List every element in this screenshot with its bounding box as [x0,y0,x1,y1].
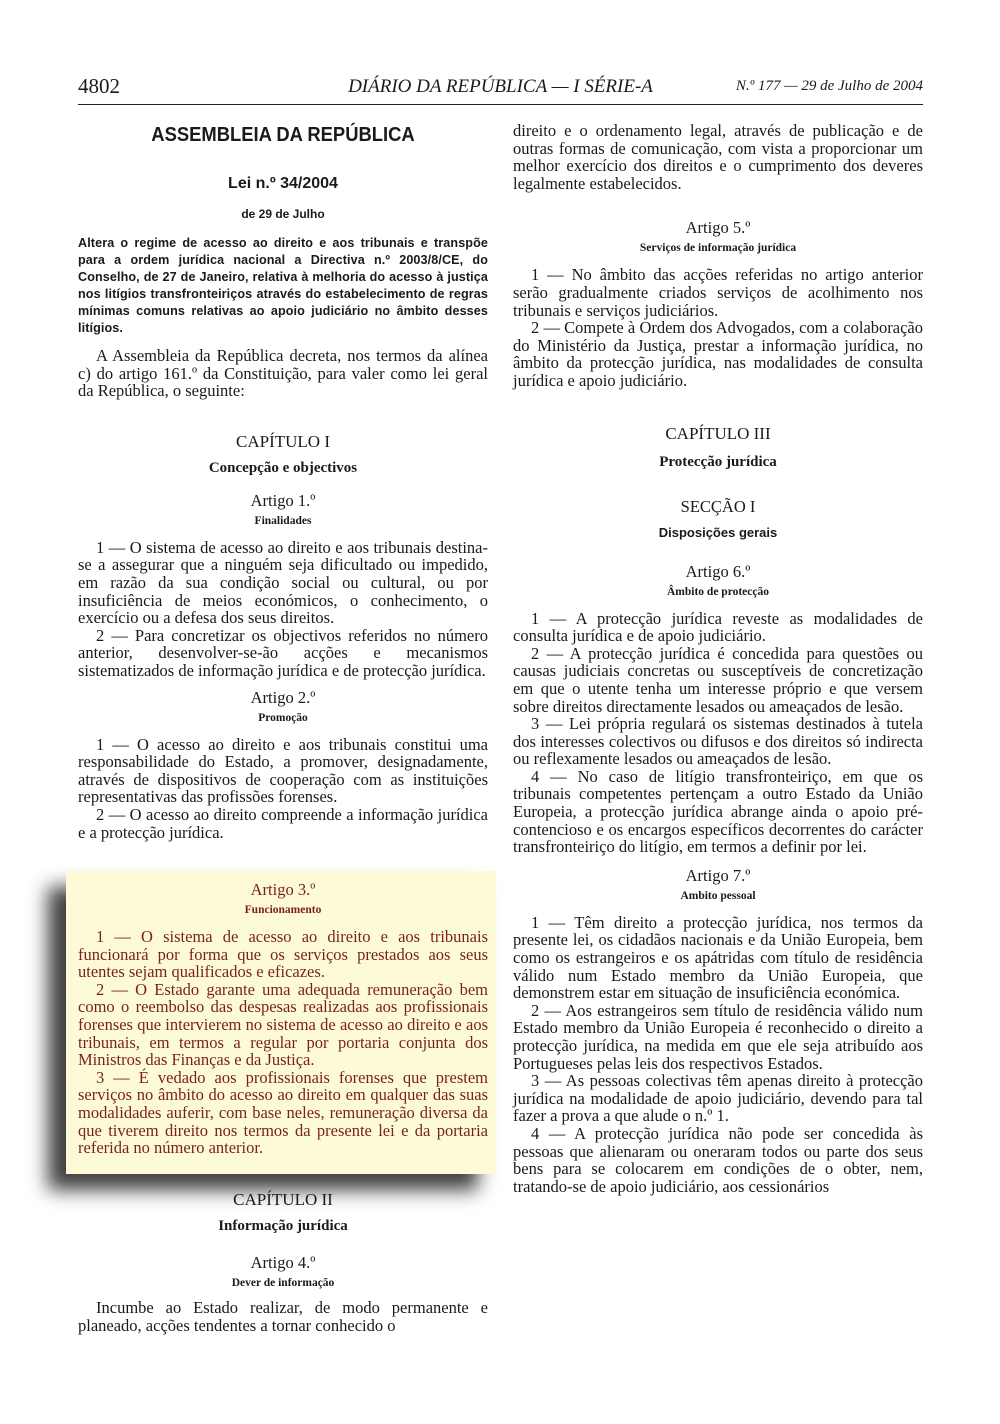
left-column-bottom [78,1190,488,1334]
paragraph: 2 — O Estado garante uma adequada remuneração bem como o reembolso das despesas realizadas aos profissionais forenses que intervierem no sistema de acesso ao direito e aos tribunais, em termos a regular por portaria conjunta dos Ministros das Finanças e da Justiça. [78,979,488,1070]
paragraph: 2 — A protecção jurídica é concedida para questões ou causas judiciais concretas ou susceptíveis de concretização em que o utente tenha um interesse próprio e que versem sobre direitos directamente lesados ou ameaçados de lesão. [513,643,923,716]
publication-title: DIÁRIO DA REPÚBLICA — I SÉRIE-A [348,76,653,97]
paragraph: 1 — A protecção jurídica reveste as modalidades de consulta jurídica e de apoio judiciário. [513,608,923,646]
header-rule [78,104,923,105]
chapter-title: Protecção jurídica [659,453,777,470]
assembly-heading: ASSEMBLEIA DA REPÚBLICA [151,124,415,146]
article-heading: Artigo 5.º [685,218,751,238]
chapter-heading: CAPÍTULO I [236,431,330,451]
paragraph: 1 — O sistema de acesso ao direito e aos tribunais destina-se a assegurar que a ninguém seja dificultado ou impedido, em razão da sua condição social ou cultural, ou por insuficiência de meios económicos, o conhecimento, o exercício ou a defesa dos seus direitos. [78,537,488,628]
paragraph: Incumbe ao Estado realizar, de modo permanente e planeado, acções tendentes a tornar conhecido o [78,1298,488,1335]
paragraph: 3 — É vedado aos profissionais forenses que prestem serviços no âmbito do acesso ao direito em qualquer das suas modalidades auferir, com base neles, remuneração diversa da que tiverem direito nos termos da presente lei e da portaria referida no número anterior. [78,1067,488,1158]
paragraph: 1 — No âmbito das acções referidas no artigo anterior serão gradualmente criados serviços de acolhimento nos tribunais e serviços judiciários. [513,265,923,320]
paragraph: 1 — Têm direito a protecção jurídica, nos termos da presente lei, os cidadãos nacionais e da União Europeia, bem como os estrangeiros e os apátridas com título de residência válido num Estado membro da União Europeia, que demonstrem estar em situação de insuficiência económica. [513,912,923,1003]
article-title: Funcionamento [244,904,322,916]
article-heading: Artigo 2.º [250,687,316,707]
paragraph: 2 — Aos estrangeiros sem título de residência válido num Estado membro da União Europeia é reconhecido o direito a protecção jurídica, na medida em que ele seja atribuído aos Portugueses pelas leis dos respectivos Estados. [513,1000,923,1073]
page-number: 4802 [78,74,120,98]
chapter-title: Concepção e objectivos [208,459,358,476]
article-title: Finalidades [254,514,312,527]
intro-paragraph: A Assembleia da República decreta, nos termos da alínea c) do artigo 161.º da Constituição, para valer como lei geral da República, o seguinte: [78,346,488,401]
issue-date: N.º 177 — 29 de Julho de 2004 [735,78,923,94]
chapter-heading: CAPÍTULO III [665,423,771,443]
paragraph: 3 — Lei própria regulará os sistemas destinados à tutela dos interesses colectivos ou difusos e dos direitos só indirecta ou reflexamente lesados ou ameaçados de lesão. [513,714,923,769]
paragraph: 1 — O sistema de acesso ao direito e aos tribunais funcionará por forma que os serviços prestados aos seus utentes sejam qualificados e eficazes. [78,927,488,982]
article-title: Serviços de informação jurídica [639,242,797,255]
paragraph: 2 — Para concretizar os objectivos referidos no número anterior, desenvolver-se-ão acções e mecanismos sistematizados de informação jurídica e de protecção jurídica. [78,625,488,680]
right-column [513,122,923,1195]
article-heading: Artigo 7.º [685,865,751,885]
article-heading: Artigo 4.º [250,1253,316,1272]
article-title: Dever de informação [231,1277,335,1289]
article-title: Âmbito de protecção [667,585,769,598]
paragraph: 4 — No caso de litígio transfronteiriço, em que os tribunais competentes pertençam a outro Estado da União Europeia, a protecção jurídica abrange ainda o apoio pré-contencioso e os encargos específicos decorrentes do carácter transfronteiriço do litígio, em termos a definir por lei. [513,766,923,857]
chapter-heading: CAPÍTULO II [233,1190,333,1209]
paragraph: 3 — As pessoas colectivas têm apenas direito à protecção jurídica na modalidade de apoio judiciário, devendo para tal fazer a prova a que alude o n.º 1. [513,1071,923,1126]
law-summary: Altera o regime de acesso ao direito e aos tribunais e transpõe para a ordem jurídica nacional a Directiva n.º 2003/8/CE, do Conselho, de 27 de Janeiro, relativa à melhoria do acesso à justiça nos litígios transfronteiriços através do estabelecimento de regras mínimas comuns relativas ao apoio judiciário no âmbito desses litígios. [78,236,488,335]
paragraph: direito e o ordenamento legal, através de publicação e de outras formas de comunicação, com vista a proporcionar um melhor exercício dos direitos e o cumprimento dos deveres legalmente estabelecidos. [513,121,923,193]
paragraph: 2 — Compete à Ordem dos Advogados, com a colaboração do Ministério da Justiça, prestar a informação jurídica, no âmbito da protecção jurídica, nas modalidades de consulta jurídica e apoio judiciário. [513,318,923,390]
law-number: Lei n.º 34/2004 [228,175,338,192]
left-column [78,122,488,841]
paragraph: 2 — O acesso ao direito compreende a informação jurídica e a protecção jurídica. [78,804,488,842]
law-date: de 29 de Julho [241,207,325,221]
section-heading: SECÇÃO I [680,496,756,516]
article-title: Promoção [258,711,308,724]
page-header [78,74,923,104]
article-heading: Artigo 1.º [250,490,316,510]
highlighted-article [78,880,488,1157]
article-title: Ambito pessoal [680,889,756,902]
article-heading: Artigo 6.º [685,561,751,581]
paragraph: 1 — O acesso ao direito e aos tribunais constitui uma responsabilidade do Estado, a promover, designadamente, através de dispositivos de cooperação com as instituições representativas das profissões forenses. [78,734,488,807]
paragraph: 4 — A protecção jurídica não pode ser concedida às pessoas que alienaram ou oneraram todos ou parte dos seus bens para se colocarem em condições de o obter, nem, tratando-se de apoio judiciário, aos cessionários [513,1123,923,1196]
article-heading: Artigo 3.º [250,880,316,899]
section-title: Disposições gerais [658,524,778,540]
chapter-title: Informação jurídica [218,1218,348,1234]
